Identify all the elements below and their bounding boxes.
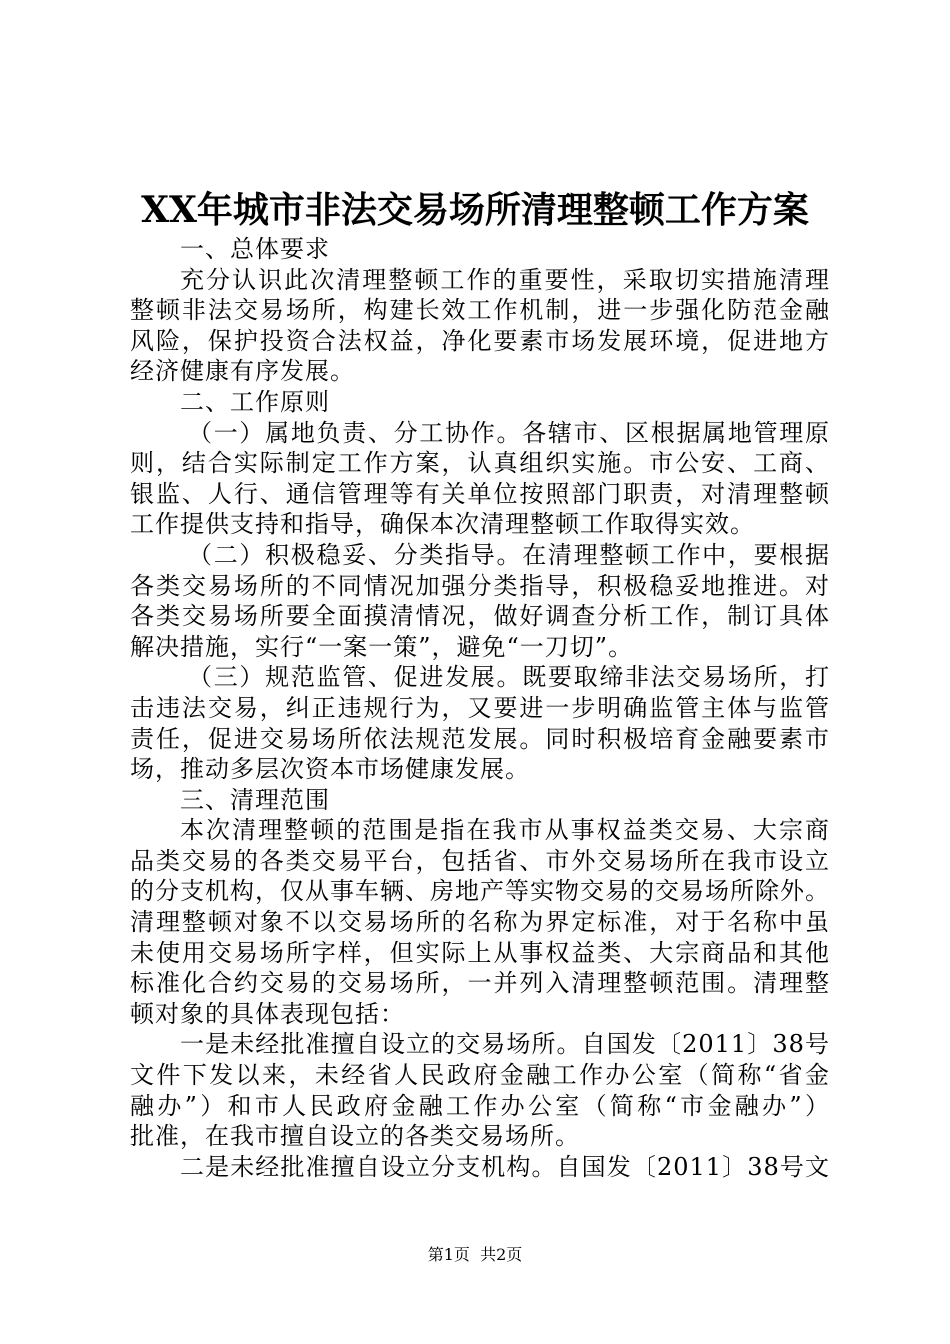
document-title: XX年城市非法交易场所清理整顿工作方案 bbox=[141, 189, 809, 231]
paragraph-line: 二是未经批准擅自设立分支机构。自国发〔2011〕38号文 bbox=[180, 1152, 830, 1181]
paragraph-line: 未使用交易场所字样，但实际上从事权益类、大宗商品和其他 bbox=[130, 938, 830, 967]
paragraph-line: 标准化合约交易的交易场所，一并列入清理整顿范围。清理整 bbox=[130, 969, 830, 998]
paragraph-line: 融办”）和市人民政府金融工作办公室（简称“市金融办”） bbox=[130, 1091, 830, 1120]
paragraph-line: 整顿非法交易场所，构建长效工作机制，进一步强化防范金融 bbox=[130, 296, 830, 325]
paragraph-line: 工作提供支持和指导，确保本次清理整顿工作取得实效。 bbox=[130, 510, 755, 539]
paragraph-line: （一）属地负责、分工协作。各辖市、区根据属地管理原 bbox=[188, 418, 830, 447]
document-body bbox=[130, 234, 830, 1182]
paragraph-line: 的分支机构，仅从事车辆、房地产等实物交易的交易场所除外。 bbox=[130, 877, 830, 906]
section-heading: 三、清理范围 bbox=[180, 785, 330, 814]
section-heading: 一、总体要求 bbox=[180, 235, 330, 263]
paragraph-line: 银监、人行、通信管理等有关单位按照部门职责，对清理整顿 bbox=[130, 479, 830, 508]
paragraph-line: 风险，保护投资合法权益，净化要素市场发展环境，促进地方 bbox=[130, 326, 830, 355]
paragraph-line: 场，推动多层次资本市场健康发展。 bbox=[130, 755, 530, 784]
paragraph-line: 本次清理整顿的范围是指在我市从事权益类交易、大宗商 bbox=[180, 816, 830, 845]
paragraph-line: 顿对象的具体表现包括： bbox=[130, 999, 405, 1028]
page-footer bbox=[0, 1245, 950, 1265]
page-number: 第1页 共2页 bbox=[427, 1245, 523, 1264]
paragraph-line: 清理整顿对象不以交易场所的名称为界定标准，对于名称中虽 bbox=[130, 908, 830, 937]
paragraph-line: 则，结合实际制定工作方案，认真组织实施。市公安、工商、 bbox=[130, 449, 830, 478]
paragraph-line: 各类交易场所要全面摸清情况，做好调查分析工作，制订具体 bbox=[130, 602, 830, 631]
paragraph-line: 各类交易场所的不同情况加强分类指导，积极稳妥地推进。对 bbox=[130, 571, 830, 600]
section-heading: 二、工作原则 bbox=[180, 387, 330, 416]
paragraph-line: 击违法交易，纠正违规行为，又要进一步明确监管主体与监管 bbox=[130, 693, 830, 722]
paragraph-line: 责任，促进交易场所依法规范发展。同时积极培育金融要素市 bbox=[130, 724, 830, 753]
paragraph-line: 一是未经批准擅自设立的交易场所。自国发〔2011〕38号 bbox=[180, 1030, 830, 1059]
paragraph-line: 品类交易的各类交易平台，包括省、市外交易场所在我市设立 bbox=[130, 846, 830, 875]
paragraph-line: 文件下发以来，未经省人民政府金融工作办公室（简称“省金 bbox=[130, 1061, 830, 1090]
paragraph-line: 经济健康有序发展。 bbox=[130, 357, 355, 386]
paragraph-line: （二）积极稳妥、分类指导。在清理整顿工作中，要根据 bbox=[188, 540, 830, 569]
paragraph-line: 解决措施，实行“一案一策”，避免“一刀切”。 bbox=[130, 632, 634, 661]
paragraph-line: （三）规范监管、促进发展。既要取缔非法交易场所，打 bbox=[188, 663, 830, 692]
paragraph-line: 批准，在我市擅自设立的各类交易场所。 bbox=[130, 1122, 580, 1151]
paragraph-line: 充分认识此次清理整顿工作的重要性，采取切实措施清理 bbox=[180, 265, 830, 294]
